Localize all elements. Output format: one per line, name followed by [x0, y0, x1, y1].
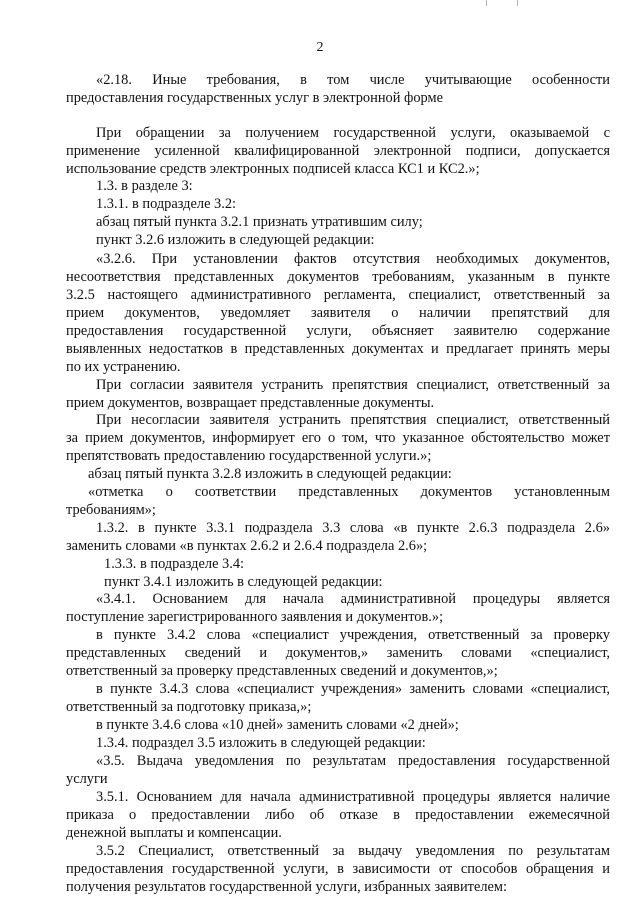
text-line: выявленных недостатков в представленных документах и предлагает принять меры: [66, 341, 610, 357]
text-line: абзац пятый пункта 3.2.8 изложить в следующей редакции:: [88, 466, 452, 482]
scan-mark: [517, 0, 518, 6]
text-line: ответственный за проверку представленных сведений и документов,»;: [66, 663, 498, 679]
text-line: получения результатов государственной услуги, избранных заявителем:: [66, 879, 507, 895]
text-line: 3.2.5 настоящего административного регламента, специалист, ответственный за: [66, 287, 610, 303]
text-line: в пункте 3.4.2 слова «специалист учреждения, ответственный за проверку: [96, 627, 610, 643]
text-line: представленных сведений и документов,» заменить словами «специалист,: [66, 645, 610, 661]
text-line: в пункте 3.4.6 слова «10 дней» заменить словами «2 дней»;: [96, 717, 459, 733]
text-line: предоставления государственной услуги, в зависимости от способов обращения и: [66, 861, 610, 877]
text-line: пункт 3.4.1 изложить в следующей редакции:: [104, 574, 383, 590]
text-line: «3.2.6. При установлении фактов отсутствия необходимых документов,: [96, 251, 610, 267]
text-line: за прием документов, информирует его о том, что указанное обстоятельство может: [66, 430, 610, 446]
text-line: 1.3. в разделе 3:: [96, 178, 193, 194]
text-line: поступление зарегистрированного заявления и документов.»;: [66, 609, 444, 625]
text-line: При несогласии заявителя устранить препятствия специалист, ответственный: [96, 412, 610, 428]
text-line: 1.3.1. в подразделе 3.2:: [96, 196, 237, 212]
text-line: применение усиленной квалифицированной электронной подписи, допускается: [66, 143, 610, 159]
text-line: 3.5.1. Основанием для начала административной процедуры является наличие: [96, 789, 610, 805]
text-line: услуги: [66, 771, 108, 787]
scan-mark: [486, 0, 487, 6]
text-line: абзац пятый пункта 3.2.1 признать утратившим силу;: [96, 214, 423, 230]
text-line: препятствовать предоставлению государственной услуги.»;: [66, 448, 432, 464]
text-line: ответственный за подготовку приказа,»;: [66, 699, 312, 715]
text-line: «3.5. Выдача уведомления по результатам предоставления государственной: [96, 753, 610, 769]
text-line: в пункте 3.4.3 слова «специалист учреждения» заменить словами «специалист,: [96, 681, 610, 697]
text-line: предоставления государственных услуг в электронной форме: [66, 90, 444, 106]
text-line: приказа о предоставлении либо об отказе в предоставлении ежемесячной: [66, 807, 610, 823]
text-line: При обращении за получением государственной услуги, оказываемой с: [96, 125, 610, 141]
text-line: денежной выплаты и компенсации.: [66, 825, 282, 841]
text-line: «3.4.1. Основанием для начала административной процедуры является: [96, 591, 610, 607]
text-line: 1.3.2. в пункте 3.3.1 подраздела 3.3 слова «в пункте 2.6.3 подраздела 2.6»: [96, 520, 610, 536]
text-line: «2.18. Иные требования, в том числе учитывающие особенности: [96, 72, 610, 88]
text-line: несоответствия представленных документов требованиям, указанным в пункте: [66, 269, 610, 285]
text-line: 3.5.2 Специалист, ответственный за выдачу уведомления по результатам: [96, 843, 610, 859]
text-line: прием документов, уведомляет заявителя о наличии препятствий для: [66, 305, 610, 321]
text-line: прием документов, возвращает представленные документы.: [66, 395, 435, 411]
text-line: требованиям»;: [66, 502, 156, 518]
text-line: 1.3.3. в подразделе 3.4:: [104, 556, 245, 572]
text-line: по их устранению.: [66, 359, 181, 375]
text-line: При согласии заявителя устранить препятствия специалист, ответственный за: [96, 377, 610, 393]
text-line: использование средств электронных подписей класса КС1 и КС2.»;: [66, 161, 480, 177]
text-line: «отметка о соответствии представленных документов установленным: [88, 484, 610, 500]
text-line: заменить словами «в пунктах 2.6.2 и 2.6.4 подраздела 2.6»;: [66, 538, 428, 554]
page-number: 2: [316, 40, 324, 55]
text-line: 1.3.4. подраздел 3.5 изложить в следующей редакции:: [96, 735, 426, 751]
text-line: предоставления государственной услуги, объясняет заявителю содержание: [66, 323, 610, 339]
text-line: пункт 3.2.6 изложить в следующей редакции:: [96, 232, 375, 248]
